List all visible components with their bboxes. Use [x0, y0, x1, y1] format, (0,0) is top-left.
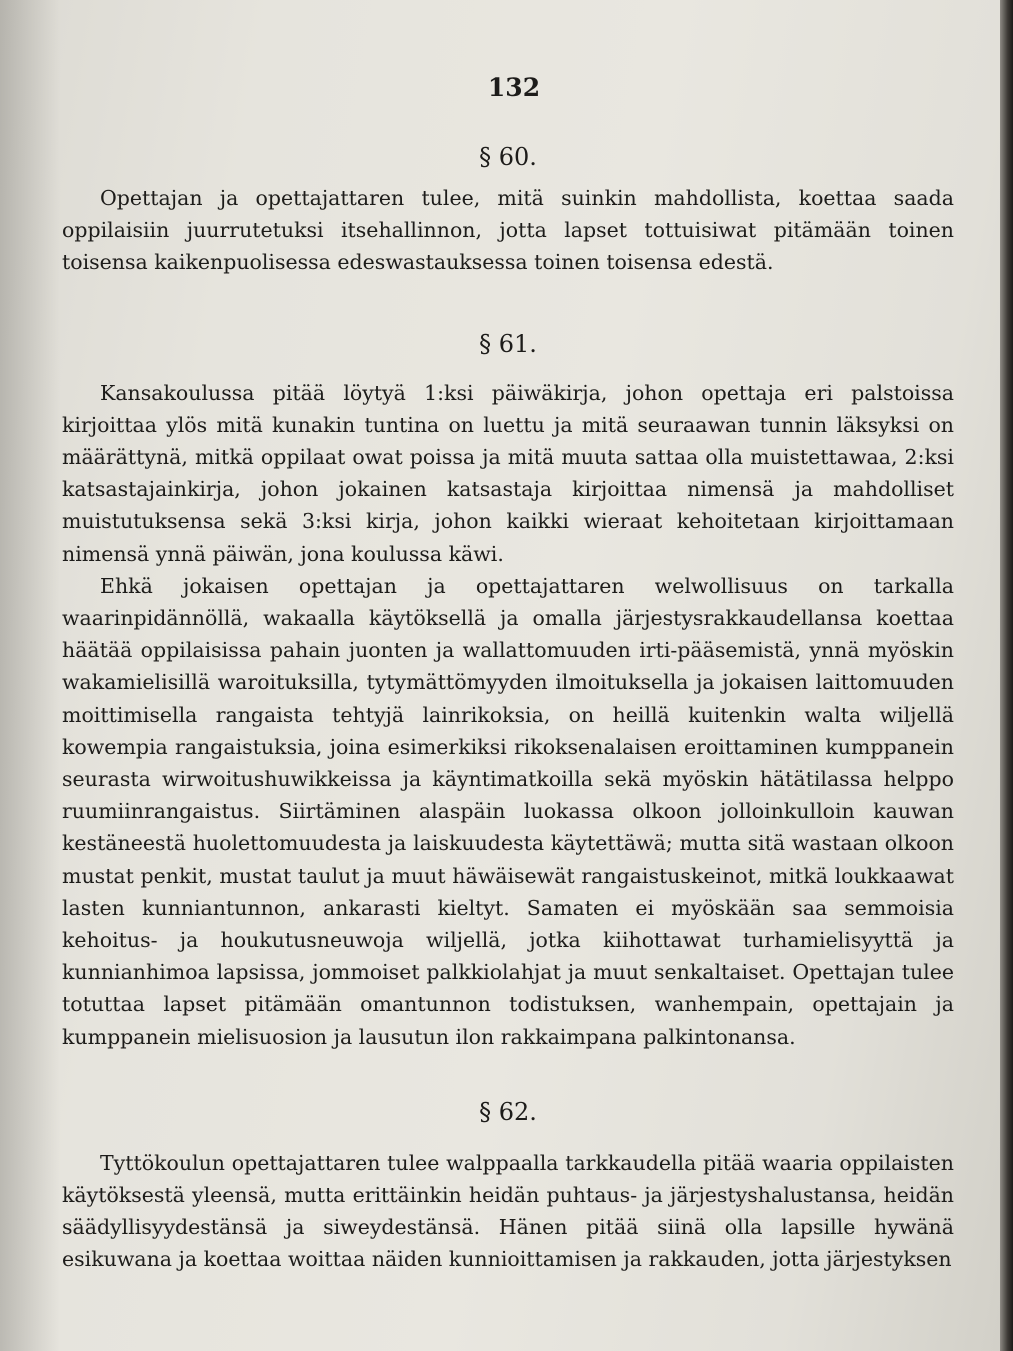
spine-shadow — [0, 0, 60, 1351]
page-text — [62, 72, 954, 1276]
section-62-paragraph: Tyttökoulun opettajattaren tulee walppaalla tarkkaudella pitää waaria oppilaisten käytöksestä yleensä, mutta erittäinkin heidän puhtaus- ja järjestyshalustansa, heidän säädyllisyydestänsä ja siweydestänsä. Hänen pitää siinä olla lapsille hywänä esikuwana ja koettaa woittaa näiden kunnioittamisen ja rakkauden, jotta järjestyksen — [62, 1150, 954, 1272]
section-62-heading: § 62. — [479, 1097, 537, 1126]
section-61-paragraph-2: Ehkä jokaisen opettajan ja opettajattaren welwollisuus on tarkalla waarinpidännöllä, wakaalla käytöksellä ja omalla järjestysrakkaudellansa koettaa häätää oppilaisissa pahain juonten ja wallattomuuden irti-pääsemistä, ynnä myöskin wakamielisillä waroituksilla, tytymättömyyden ilmoituksella ja jokaisen laittomuuden moittimisella rangaista tehtyjä lainrikoksia, on heillä kuitenkin walta wiljellä kowempia rangaistuksia, joina esimerkiksi rikoksenalaisen eroittaminen kumppanein seurasta wirwoitushuwikkeissa ja käyntimatkoilla sekä myöskin hätätilassa helppo ruumiinrangaistus. Siirtäminen alaspäin luokassa olkoon jolloinkulloin kauwan kestäneestä huolettomuudesta ja laiskuudesta käytettäwä; mutta sitä wastaan olkoon mustat penkit, mustat taulut ja muut häwäisewät rangaistuskeinot, mitkä loukkaawat lasten kunniantunnon, ankarasti kieltyt. Samaten ei myöskään saa semmoisia kehoitus- ja houkutusneuwoja wiljellä, jotka kiihottawat turhamielisyyttä ja kunnianhimoa lapsissa, jommoiset palkkiolahjat ja muut senkaltaiset. Opettajan tulee totuttaa lapset pitämään omantunnon todistuksen, wanhempain, opettajain ja kumppanein mielisuosion ja lausutun ilon rakkaimpana palkintonansa. — [62, 573, 954, 1049]
section-60-paragraph: Opettajan ja opettajattaren tulee, mitä suinkin mahdollista, koettaa saada oppilaisiin juurrutetuksi itsehallinnon, jotta lapset tottuisiwat pitämään toinen toisensa kaikenpuolisessa edeswastauksessa toinen toisensa edestä. — [62, 186, 954, 275]
section-60-heading: § 60. — [479, 143, 537, 171]
page-number: 132 — [487, 73, 541, 102]
section-61-heading: § 61. — [479, 329, 537, 358]
book-edge-shadow — [1000, 0, 1013, 1351]
section-61-paragraph-1: Kansakoulussa pitää löytyä 1:ksi päiwäkirja, johon opettaja eri palstoissa kirjoittaa ylös mitä kunakin tuntina on luettu ja mitä seuraawan tunnin läksyksi on määrättynä, mitkä oppilaat owat poissa ja mitä muuta sattaa olla muistettawaa, 2:ksi katsastajainkirja, johon jokainen katsastaja kirjoittaa nimensä ja mahdolliset muistutuksensa sekä 3:ksi kirja, johon kaikki wieraat kehoitetaan kirjoittamaan nimensä ynnä päiwän, jona koulussa käwi. — [62, 380, 954, 566]
